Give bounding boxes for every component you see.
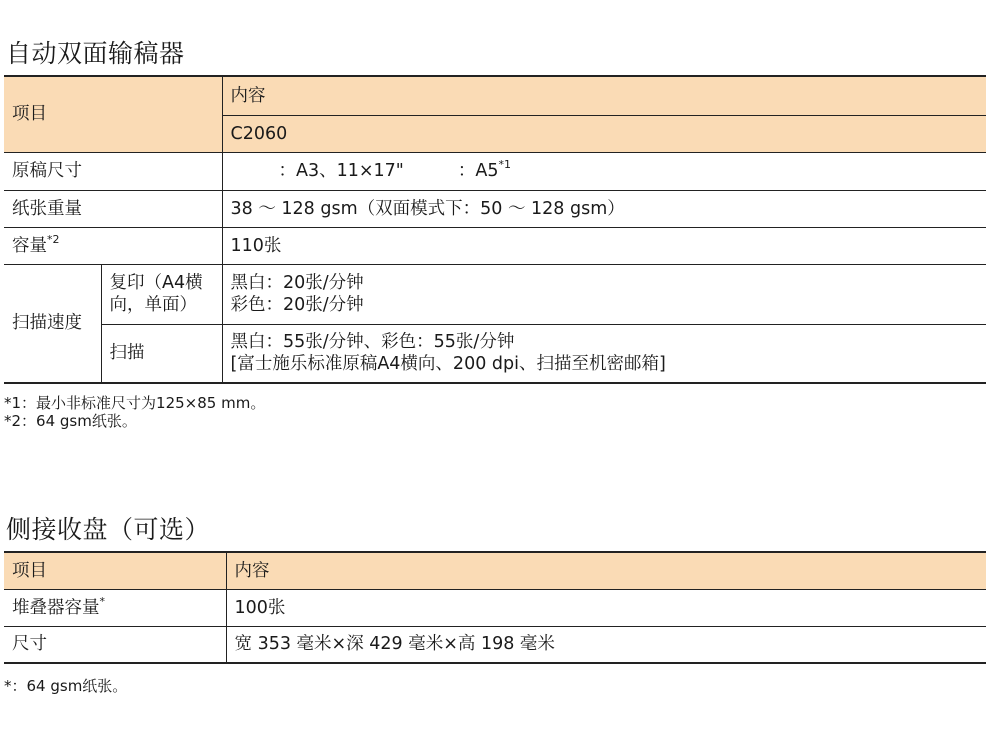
footnote-1: *1：最小非标准尺寸为125×85 mm。	[4, 394, 266, 412]
row-value-stack-capacity: 100张	[226, 589, 986, 626]
table-row	[4, 264, 986, 324]
header-item: 项目	[4, 76, 222, 152]
row-value-dimensions: 宽 353 毫米×深 429 毫米×高 198 毫米	[226, 626, 986, 663]
original-size-max: ：A3、11×17"	[278, 161, 404, 181]
table-row	[4, 190, 986, 227]
table-row	[4, 324, 986, 383]
table-row	[4, 152, 986, 190]
row-label-dimensions: 尺寸	[4, 626, 226, 663]
table-header-row	[4, 76, 986, 115]
footnote-2: *2：64 gsm纸张。	[4, 412, 137, 430]
row-sublabel-scan: 扫描	[101, 324, 222, 383]
footnote-ref: *	[99, 594, 105, 608]
row-value-paper-weight: 38 ～ 128 gsm（双面模式下：50 ～ 128 gsm）	[222, 190, 986, 227]
header-item: 项目	[4, 552, 226, 589]
row-value-copy: 黑白：20张/分钟 彩色：20张/分钟	[222, 264, 986, 324]
row-value-scan: 黑白：55张/分钟、彩色：55张/分钟 [富士施乐标准原稿A4横向、200 dpi、扫描至机密邮箱]	[222, 324, 986, 383]
footnotes-adf	[4, 394, 265, 430]
row-value-capacity: 110张	[222, 227, 986, 264]
adf-spec-table	[4, 75, 986, 384]
header-content: 内容	[226, 552, 986, 589]
footnote-ref-1: *1	[498, 158, 511, 171]
original-size-min: ：A5	[457, 161, 499, 181]
table-row	[4, 626, 986, 663]
section-title-adf: 自动双面输稿器	[6, 39, 185, 68]
header-content: 内容	[222, 76, 986, 115]
side-tray-spec-table	[4, 551, 986, 664]
section-title-side-tray: 侧接收盘（可选）	[6, 515, 211, 544]
footnote-ref-2: *2	[47, 232, 60, 246]
row-label-stack-capacity: 堆叠器容量*	[4, 589, 226, 626]
row-label-paper-weight: 纸张重量	[4, 190, 222, 227]
table-row	[4, 227, 986, 264]
row-label-original-size: 原稿尺寸	[4, 152, 222, 190]
row-label-capacity: 容量$^{*2}$	[4, 227, 222, 264]
footnote: *：64 gsm纸张。	[4, 677, 128, 695]
row-value-original-size	[222, 152, 986, 190]
table-header-row	[4, 552, 986, 589]
footnotes-side-tray	[4, 677, 127, 695]
header-model: C2060	[222, 115, 986, 152]
row-label-scan-speed: 扫描速度	[4, 264, 101, 383]
table-row	[4, 589, 986, 626]
row-sublabel-copy: 复印（A4横 向，单面）	[101, 264, 222, 324]
